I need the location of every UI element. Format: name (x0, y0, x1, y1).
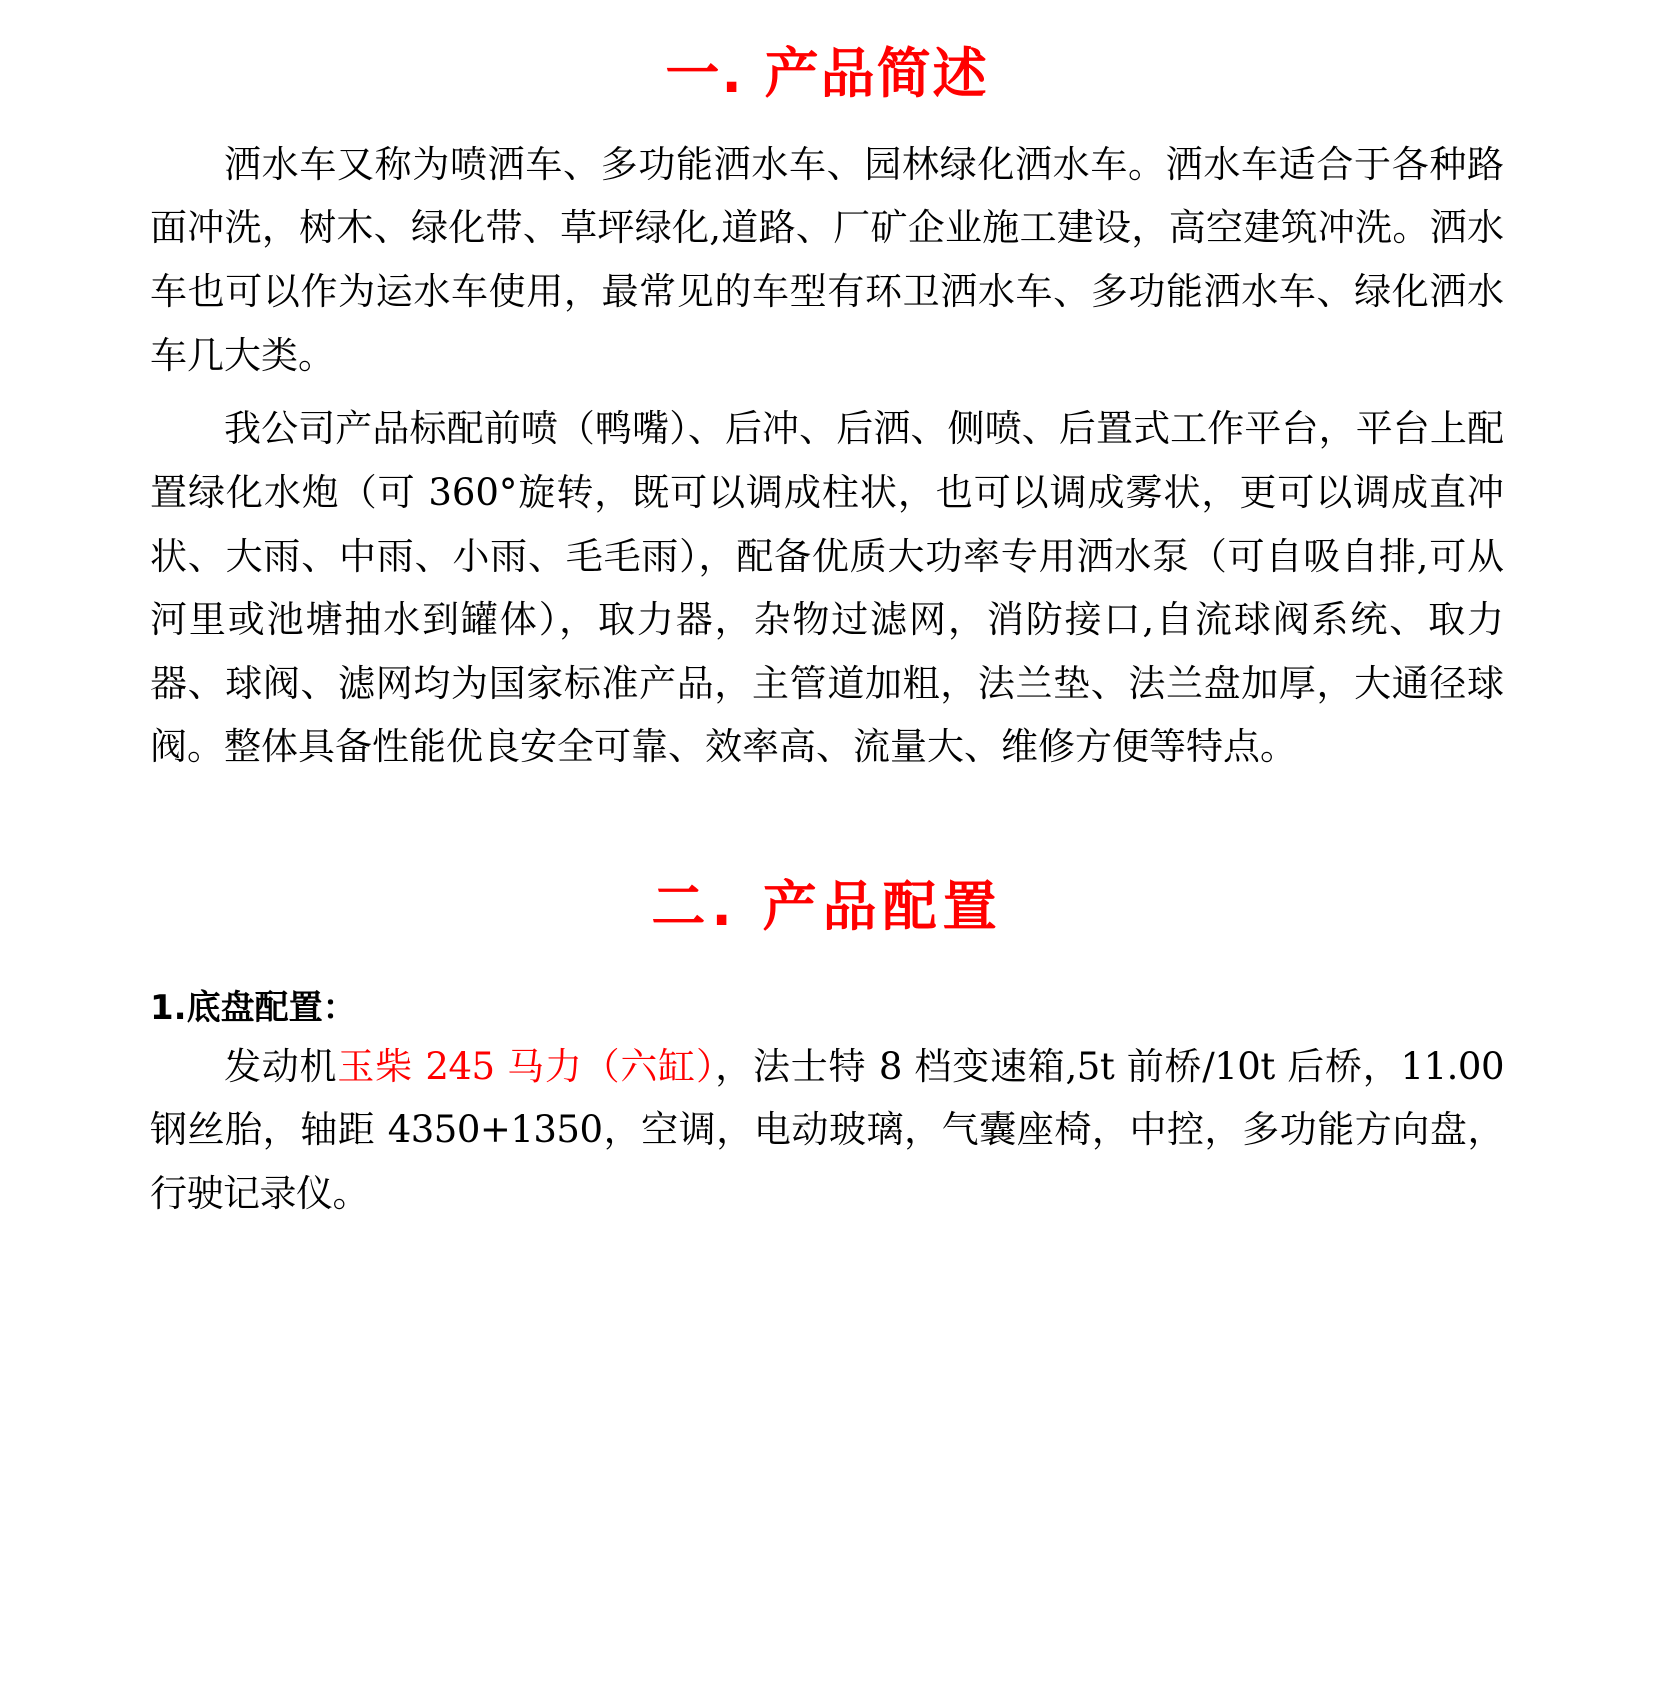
section-1-heading: 一. 产品简述 (665, 42, 989, 105)
section-1-paragraph-1: 洒水车又称为喷洒车、多功能洒水车、园林绿化洒水车。洒水车适合于各种路面冲洗，树木、绿化带、草坪绿化,道路、厂矿企业施工建设，高空建筑冲洗。洒水车也可以作为运水车使用，最常见的车型有环卫洒水车、多功能洒水车、绿化洒水车几大类。 (150, 142, 1504, 377)
bottom-spacer (150, 1236, 1504, 1276)
chassis-engine-highlight: 玉柴 245 马力（六缸） (337, 1044, 716, 1088)
chassis-config-subheading: 1.底盘配置： (150, 987, 357, 1028)
section-2-heading: 二. 产品配置 (651, 875, 1003, 939)
chassis-text-after: ，法士特 8 档变速箱,5t 前桥/10t 后桥，11.00 钢丝胎，轴距 4350+1350，空调，电动玻璃，气囊座椅，中控，多功能方向盘，行驶记录仪。 (150, 1044, 1504, 1216)
chassis-text-before: 发动机 (224, 1044, 338, 1088)
section-1-paragraph-2: 我公司产品标配前喷（鸭嘴）、后冲、后洒、侧喷、后置式工作平台，平台上配置绿化水炮（可 360°旋转，既可以调成柱状，也可以调成雾状，更可以调成直冲状、大雨、中雨、小雨、毛毛雨），配备优质大功率专用洒水泵（可自吸自排,可从河里或池塘抽水到罐体），取力器，杂物过滤网，消防接口,自流球阀系统、取力器、球阀、滤网均为国家标准产品，主管道加粗，法兰垫、法兰盘加厚，大通径球阀。整体具备性能优良安全可靠、效率高、流量大、维修方便等特点。 (150, 407, 1504, 769)
chassis-config-paragraph (150, 1035, 1504, 1226)
